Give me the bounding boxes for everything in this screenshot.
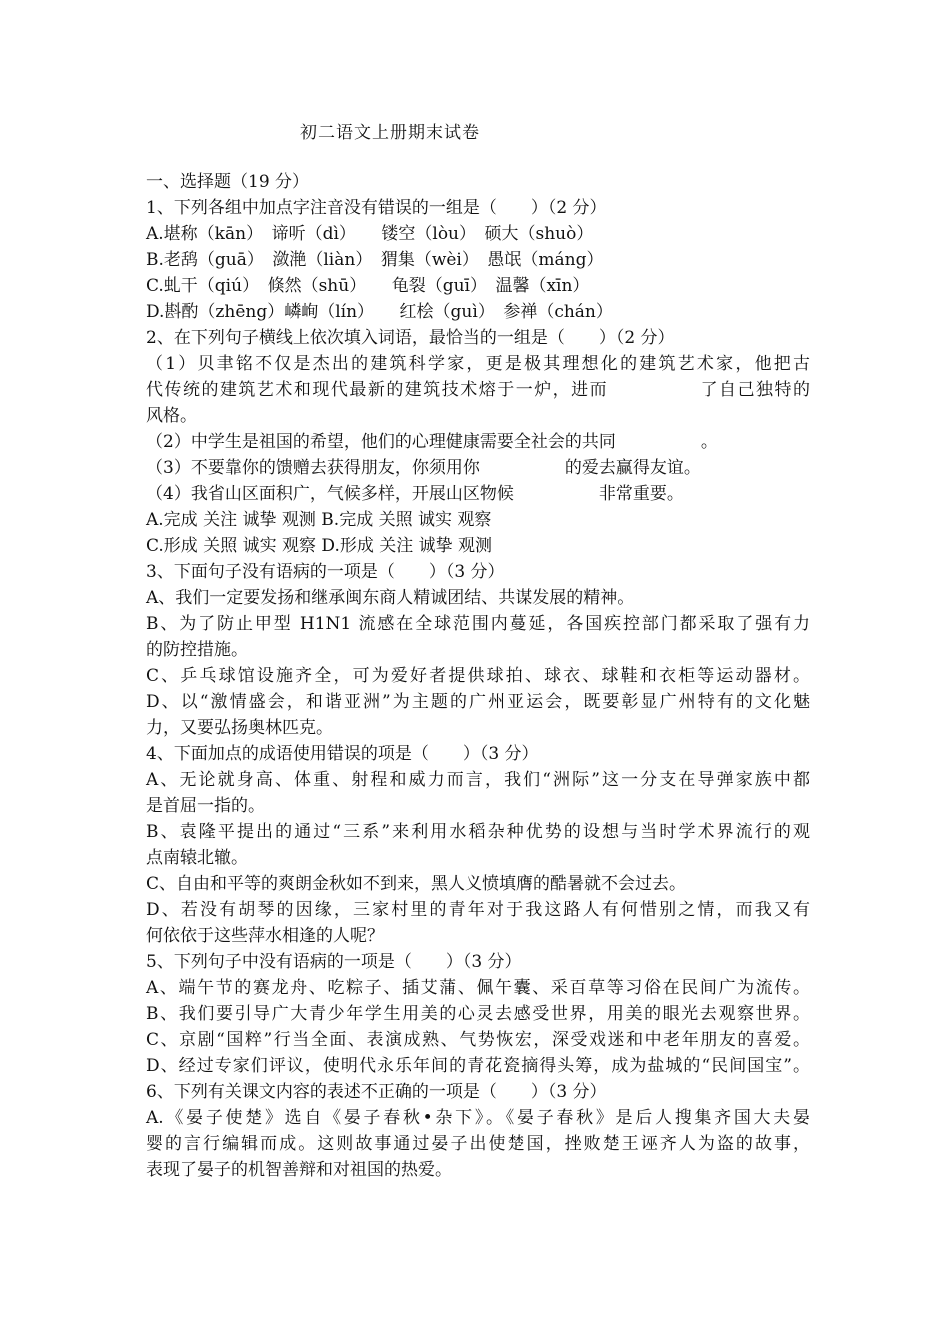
question-2-options-ab: A.完成 关注 诚挚 观测 B.完成 关照 诚实 观察 <box>146 510 492 530</box>
question-3-option-b: B、为了防止甲型 H1N1 流感在全球范围内蔓延，各国疾控部门都采取了强有力 <box>146 614 810 634</box>
question-4-stem: 4、下面加点的成语使用错误的项是（ ）（3 分） <box>146 744 539 764</box>
question-3-option-c: C、乒乓球馆设施齐全，可为爱好者提供球拍、球衣、球鞋和衣柜等运动器材。 <box>146 666 810 686</box>
question-6-stem: 6、下列有关课文内容的表述不正确的一项是（ ）（3 分） <box>146 1082 607 1102</box>
question-6-option-a: A.《晏子使楚》选自《晏子春秋•杂下》。《晏子春秋》是后人搜集齐国大夫晏 <box>146 1108 810 1128</box>
question-2-sentence-4: （4）我省山区面积广，气候多样，开展山区物候 非常重要。 <box>146 484 684 504</box>
question-2-sentence-1-cont: 代传统的建筑艺术和现代最新的建筑技术熔于一炉，进而 了自己独特的 <box>146 380 810 400</box>
question-2-options-cd: C.形成 关照 诚实 观察 D.形成 关注 诚挚 观测 <box>146 536 493 556</box>
question-5-option-b: B、我们要引导广大青少年学生用美的心灵去感受世界，用美的眼光去观察世界。 <box>146 1004 810 1024</box>
question-1-option-c: C.虬干（qiú） 倏然（shū） 龟裂（guī） 温馨（xīn） <box>146 276 590 296</box>
question-1-stem: 1、下列各组中加点字注音没有错误的一组是（ ）（2 分） <box>146 198 607 218</box>
question-4-option-b: B、袁隆平提出的通过“三系”来利用水稻杂种优势的设想与当时学术界流行的观 <box>146 822 810 842</box>
question-2-sentence-2: （2）中学生是祖国的希望，他们的心理健康需要全社会的共同 。 <box>146 432 718 452</box>
section-heading: 一、选择题（19 分） <box>146 172 310 192</box>
question-3-stem: 3、下面句子没有语病的一项是（ ）（3 分） <box>146 562 505 582</box>
question-3-option-b-cont: 的防控措施。 <box>146 640 248 660</box>
question-5-option-a: A、端午节的赛龙舟、吃粽子、插艾蒲、佩午囊、采百草等习俗在民间广为流传。 <box>146 978 810 998</box>
question-2-sentence-1: （1）贝聿铭不仅是杰出的建筑科学家，更是极其理想化的建筑艺术家，他把古 <box>146 354 810 374</box>
question-1-option-a: A.堪称（kān） 谛听（dì） 镂空（lòu） 硕大（shuò） <box>146 224 594 244</box>
question-2-sentence-3: （3）不要靠你的馈赠去获得朋友，你须用你 的爱去赢得友谊。 <box>146 458 701 478</box>
question-5-option-c: C、京剧“国粹”行当全面、表演成熟、气势恢宏，深受戏迷和中老年朋友的喜爱。 <box>146 1030 810 1050</box>
question-6-option-a-cont: 婴的言行编辑而成。这则故事通过晏子出使楚国，挫败楚王诬齐人为盗的故事， <box>146 1134 810 1154</box>
question-4-option-d-cont: 何依依于这些萍水相逢的人呢？ <box>146 926 384 946</box>
question-3-option-a: A、我们一定要发扬和继承闽东商人精诚团结、共谋发展的精神。 <box>146 588 635 608</box>
question-4-option-b-cont: 点南辕北辙。 <box>146 848 248 868</box>
question-2-stem: 2、在下列句子横线上依次填入词语，最恰当的一组是（ ）（2 分） <box>146 328 675 348</box>
question-4-option-a-cont: 是首屈一指的。 <box>146 796 265 816</box>
question-4-option-a: A、无论就身高、体重、射程和威力而言，我们“洲际”这一分支在导弹家族中都 <box>146 770 810 790</box>
page-title: 初二语文上册期末试卷 <box>300 123 480 143</box>
question-5-option-d: D、经过专家们评议，使明代永乐年间的青花瓷摘得头筹，成为盐城的“民间国宝”。 <box>146 1056 810 1076</box>
question-6-option-a-end: 表现了晏子的机智善辩和对祖国的热爱。 <box>146 1160 452 1180</box>
question-1-option-b: B.老鸹（guā） 潋滟（liàn） 猬集（wèi） 愚氓（máng） <box>146 250 604 270</box>
question-5-stem: 5、下列句子中没有语病的一项是（ ）（3 分） <box>146 952 522 972</box>
question-3-option-d-cont: 力，又要弘扬奥林匹克。 <box>146 718 333 738</box>
question-2-sentence-1-end: 风格。 <box>146 406 197 426</box>
question-4-option-c: C、自由和平等的爽朗金秋如不到来，黑人义愤填膺的酷暑就不会过去。 <box>146 874 687 894</box>
question-4-option-d: D、若没有胡琴的因缘，三家村里的青年对于我这路人有何惜别之情，而我又有 <box>146 900 810 920</box>
question-3-option-d: D、以“激情盛会，和谐亚洲”为主题的广州亚运会，既要彰显广州特有的文化魅 <box>146 692 810 712</box>
question-1-option-d: D.斟酌（zhēng）嶙峋（lín） 红桧（guì） 参禅（chán） <box>146 302 613 322</box>
